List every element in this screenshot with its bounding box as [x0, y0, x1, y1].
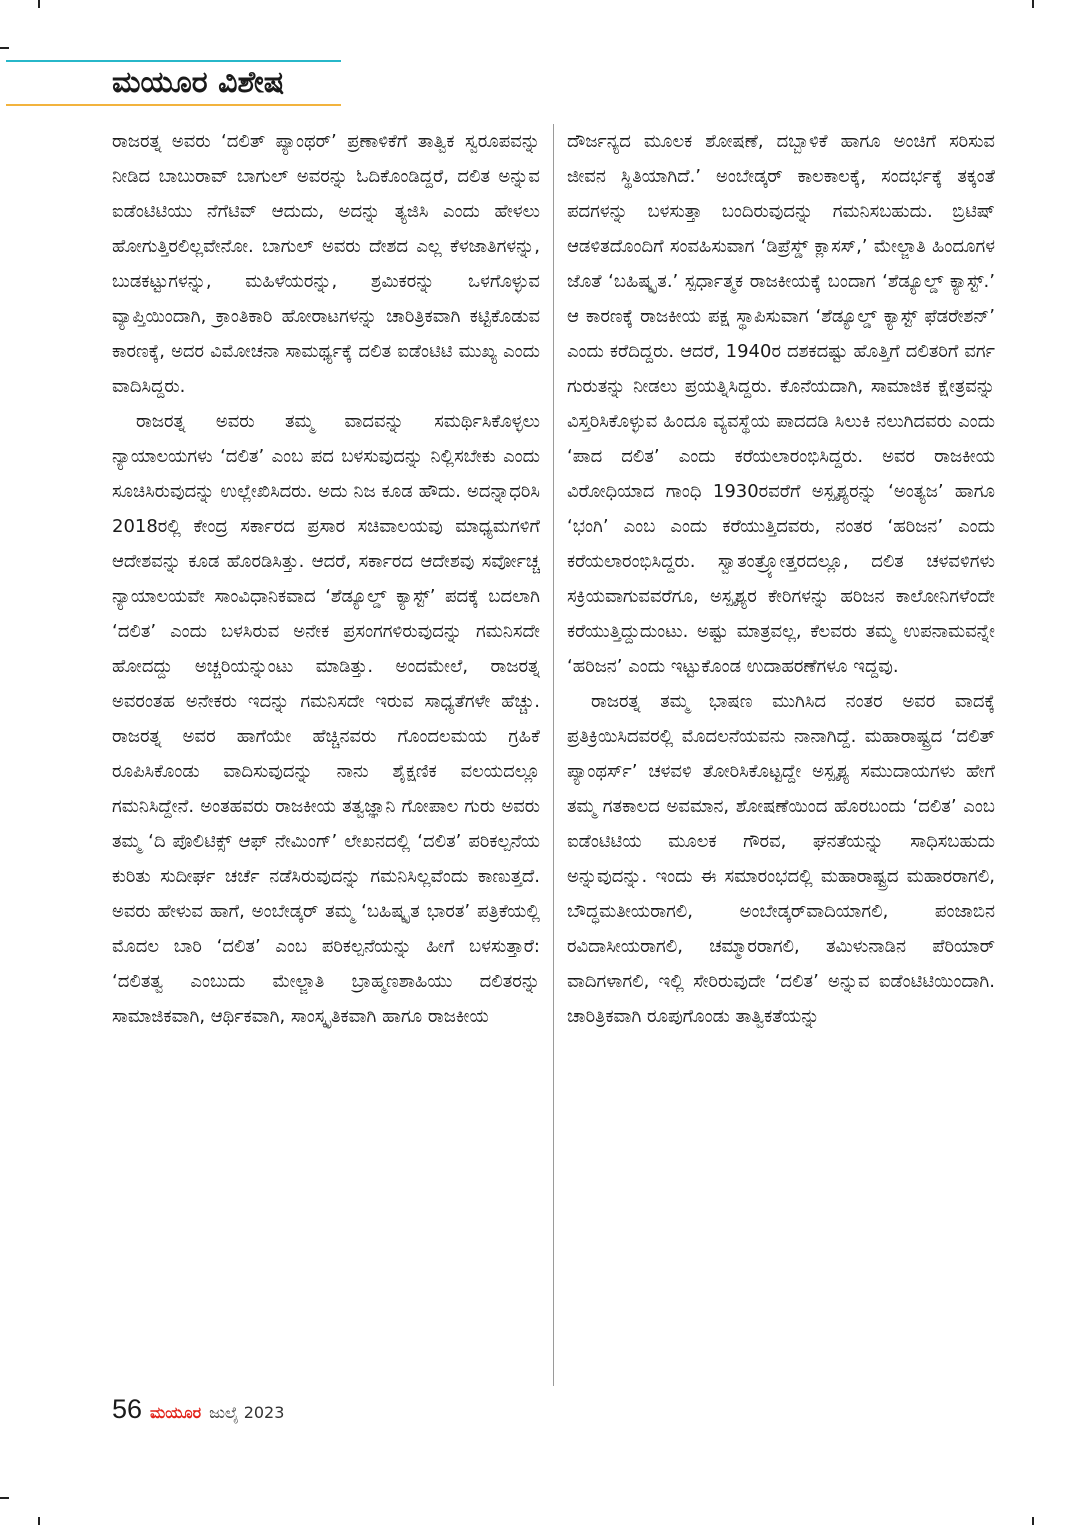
paragraph: ರಾಜರತ್ನ ಅವರು ‘ದಲಿತ್ ಪ್ಯಾಂಥರ್’ ಪ್ರಣಾಳಿಕೆಗೆ ತಾತ್ವಿಕ ಸ್ವರೂಪವನ್ನು ನೀಡಿದ ಬಾಬುರಾವ್ ಬಾಗುಲ್ ಅವರನ್ನು ಓದಿಕೊಂಡಿದ್ದರೆ, ದಲಿತ ಅನ್ನುವ ಐಡೆಂಟಿಟಿಯು ನೆಗೆಟಿವ್ ಆದುದು, ಅದನ್ನು ತ್ಯಜಿಸಿ ಎಂದು ಹೇಳಲು ಹೋಗುತ್ತಿರಲಿಲ್ಲವೇನೋ. ಬಾಗುಲ್ ಅವರು ದೇಶದ ಎಲ್ಲ ಕೆಳಜಾತಿಗಳನ್ನು, ಬುಡಕಟ್ಟುಗಳನ್ನು, ಮಹಿಳೆಯರನ್ನು, ಶ್ರಮಿಕರನ್ನು ಒಳಗೊಳ್ಳುವ ವ್ಯಾಪ್ತಿಯಿಂದಾಗಿ, ಕ್ರಾಂತಿಕಾರಿ ಹೋರಾಟಗಳನ್ನು ಚಾರಿತ್ರಿಕವಾಗಿ ಕಟ್ಟಿಕೊಡುವ ಕಾರಣಕ್ಕೆ, ಅದರ ವಿಮೋಚನಾ ಸಾಮರ್ಥ್ಯಕ್ಕೆ ದಲಿತ ಐಡೆಂಟಿಟಿ ಮುಖ್ಯ ಎಂದು ವಾದಿಸಿದ್ದರು.: [112, 131, 540, 397]
page-number: 56: [112, 1394, 143, 1424]
article-column-left: [112, 124, 540, 1386]
section-title: ಮಯೂರ ವಿಶೇಷ: [112, 65, 285, 100]
magazine-logo: ಮಯೂರ: [150, 1403, 202, 1422]
paragraph: ದೌರ್ಜನ್ಯದ ಮೂಲಕ ಶೋಷಣೆ, ದಬ್ಬಾಳಿಕೆ ಹಾಗೂ ಅಂಚಿಗೆ ಸರಿಸುವ ಜೀವನ ಸ್ಥಿತಿಯಾಗಿದೆ.’ ಅಂಬೇಡ್ಕರ್ ಕಾಲಕಾಲಕ್ಕೆ, ಸಂದರ್ಭಕ್ಕೆ ತಕ್ಕಂತೆ ಪದಗಳನ್ನು ಬಳಸುತ್ತಾ ಬಂದಿರುವುದನ್ನು ಗಮನಿಸಬಹುದು. ಬ್ರಿಟಿಷ್ ಆಡಳಿತದೊಂದಿಗೆ ಸಂವಹಿಸುವಾಗ ‘ಡಿಪ್ರೆಸ್ಡ್ ಕ್ಲಾಸಸ್,’ ಮೇಲ್ಜಾತಿ ಹಿಂದೂಗಳ ಜೊತೆ ‘ಬಹಿಷ್ಕೃತ.’ ಸ್ಪರ್ಧಾತ್ಮಕ ರಾಜಕೀಯಕ್ಕೆ ಬಂದಾಗ ‘ಶೆಡ್ಯೂಲ್ಡ್ ಕ್ಯಾಸ್ಟ್.’ ಆ ಕಾರಣಕ್ಕೆ ರಾಜಕೀಯ ಪಕ್ಷ ಸ್ಥಾಪಿಸುವಾಗ ‘ಶೆಡ್ಯೂಲ್ಡ್ ಕ್ಯಾಸ್ಟ್ ಫೆಡರೇಶನ್’ ಎಂದು ಕರೆದಿದ್ದರು. ಆದರೆ, 1940ರ ದಶಕದಷ್ಟು ಹೊತ್ತಿಗೆ ದಲಿತರಿಗೆ ವರ್ಗ ಗುರುತನ್ನು ನೀಡಲು ಪ್ರಯತ್ನಿಸಿದ್ದರು. ಕೊನೆಯದಾಗಿ, ಸಾಮಾಜಿಕ ಕ್ಷೇತ್ರವನ್ನು ವಿಸ್ತರಿಸಿಕೊಳ್ಳುವ ಹಿಂದೂ ವ್ಯವಸ್ಥೆಯ ಪಾದದಡಿ ಸಿಲುಕಿ ನಲುಗಿದವರು ಎಂದು ‘ಪಾದ ದಲಿತ’ ಎಂದು ಕರೆಯಲಾರಂಭಿಸಿದ್ದರು. ಅವರ ರಾಜಕೀಯ ವಿರೋಧಿಯಾದ ಗಾಂಧಿ 1930ರವರೆಗೆ ಅಸ್ಪೃಶ್ಯರನ್ನು ‘ಅಂತ್ಯಜ’ ಹಾಗೂ ‘ಭಂಗಿ’ ಎಂಬ ಎಂದು ಕರೆಯುತ್ತಿದವರು, ನಂತರ ‘ಹರಿಜನ’ ಎಂದು ಕರೆಯಲಾರಂಭಿಸಿದ್ದರು. ಸ್ವಾತಂತ್ರ್ಯೋತ್ತರದಲ್ಲೂ, ದಲಿತ ಚಳವಳಿಗಳು ಸಕ್ರಿಯವಾಗುವವರೆಗೂ, ಅಸ್ಪೃಶ್ಯರ ಕೇರಿಗಳನ್ನು ಹರಿಜನ ಕಾಲೋನಿಗಳೆಂದೇ ಕರೆಯುತ್ತಿದ್ದುದುಂಟು. ಅಷ್ಟು ಮಾತ್ರವಲ್ಲ, ಕೆಲವರು ತಮ್ಮ ಉಪನಾಮವನ್ನೇ ‘ಹರಿಜನ’ ಎಂದು ಇಟ್ಟುಕೊಂಡ ಉದಾಹರಣೆಗಳೂ ಇದ್ದವು.: [567, 131, 995, 677]
paragraph: ರಾಜರತ್ನ ತಮ್ಮ ಭಾಷಣ ಮುಗಿಸಿದ ನಂತರ ಅವರ ವಾದಕ್ಕೆ ಪ್ರತಿಕ್ರಿಯಿಸಿದವರಲ್ಲಿ ಮೊದಲನೆಯವನು ನಾನಾಗಿದ್ದೆ. ಮಹಾರಾಷ್ಟ್ರದ ‘ದಲಿತ್ ಪ್ಯಾಂಥರ್ಸ್’ ಚಳವಳಿ ತೋರಿಸಿಕೊಟ್ಟದ್ದೇ ಅಸ್ಪೃಶ್ಯ ಸಮುದಾಯಗಳು ಹೇಗೆ ತಮ್ಮ ಗತಕಾಲದ ಅವಮಾನ, ಶೋಷಣೆಯಿಂದ ಹೊರಬಂದು ‘ದಲಿತ’ ಎಂಬ ಐಡೆಂಟಿಟಿಯ ಮೂಲಕ ಗೌರವ, ಘನತೆಯನ್ನು ಸಾಧಿಸಬಹುದು ಅನ್ನುವುದನ್ನು. ಇಂದು ಈ ಸಮಾರಂಭದಲ್ಲಿ ಮಹಾರಾಷ್ಟ್ರದ ಮಹಾರರಾಗಲಿ, ಬೌದ್ಧಮತೀಯರಾಗಲಿ, ಅಂಬೇಡ್ಕರ್‌ವಾದಿಯಾಗಲಿ, ಪಂಜಾಬಿನ ರವಿದಾಸೀಯರಾಗಲಿ, ಚಮ್ಮಾರರಾಗಲಿ, ತಮಿಳುನಾಡಿನ ಪೆರಿಯಾರ್ ವಾದಿಗಳಾಗಲಿ, ಇಲ್ಲಿ ಸೇರಿರುವುದೇ ‘ದಲಿತ’ ಅನ್ನುವ ಐಡೆಂಟಿಟಿಯಿಂದಾಗಿ. ಚಾರಿತ್ರಿಕವಾಗಿ ರೂಪುಗೊಂಡು ತಾತ್ವಿಕತೆಯನ್ನು: [567, 691, 995, 1027]
crop-mark-left-upper: [0, 47, 9, 49]
header-rule-bottom: [6, 104, 341, 106]
column-divider: [553, 124, 554, 1386]
page-footer: [112, 1394, 284, 1434]
article-column-right: [567, 124, 995, 1386]
crop-mark-bottom-right: [1032, 1517, 1034, 1525]
issue-date: ಜುಲೈ 2023: [209, 1403, 285, 1422]
header-rule-top: [6, 60, 341, 62]
crop-mark-top-right: [1032, 0, 1034, 8]
crop-mark-top-left: [38, 0, 40, 8]
crop-mark-left-lower: [0, 1497, 9, 1499]
crop-mark-bottom-left: [38, 1517, 40, 1525]
paragraph: ರಾಜರತ್ನ ಅವರು ತಮ್ಮ ವಾದವನ್ನು ಸಮರ್ಥಿಸಿಕೊಳ್ಳಲು ನ್ಯಾಯಾಲಯಗಳು ‘ದಲಿತ’ ಎಂಬ ಪದ ಬಳಸುವುದನ್ನು ನಿಲ್ಲಿಸಬೇಕು ಎಂದು ಸೂಚಿಸಿರುವುದನ್ನು ಉಲ್ಲೇಖಿಸಿದರು. ಅದು ನಿಜ ಕೂಡ ಹೌದು. ಅದನ್ನಾಧರಿಸಿ 2018ರಲ್ಲಿ ಕೇಂದ್ರ ಸರ್ಕಾರದ ಪ್ರಸಾರ ಸಚಿವಾಲಯವು ಮಾಧ್ಯಮಗಳಿಗೆ ಆದೇಶವನ್ನು ಕೂಡ ಹೊರಡಿಸಿತ್ತು. ಆದರೆ, ಸರ್ಕಾರದ ಆದೇಶವು ಸರ್ವೋಚ್ಚ ನ್ಯಾಯಾಲಯವೇ ಸಾಂವಿಧಾನಿಕವಾದ ‘ಶೆಡ್ಯೂಲ್ಡ್ ಕ್ಯಾಸ್ಟ್’ ಪದಕ್ಕೆ ಬದಲಾಗಿ ‘ದಲಿತ’ ಎಂದು ಬಳಸಿರುವ ಅನೇಕ ಪ್ರಸಂಗಗಳಿರುವುದನ್ನು ಗಮನಿಸದೇ ಹೋದದ್ದು ಅಚ್ಚರಿಯನ್ನುಂಟು ಮಾಡಿತ್ತು. ಅಂದಮೇಲೆ, ರಾಜರತ್ನ ಅವರಂತಹ ಅನೇಕರು ಇದನ್ನು ಗಮನಿಸದೇ ಇರುವ ಸಾಧ್ಯತೆಗಳೇ ಹೆಚ್ಚು. ರಾಜರತ್ನ ಅವರ ಹಾಗೆಯೇ ಹೆಚ್ಚಿನವರು ಗೊಂದಲಮಯ ಗ್ರಹಿಕೆ ರೂಪಿಸಿಕೊಂಡು ವಾದಿಸುವುದನ್ನು ನಾನು ಶೈಕ್ಷಣಿಕ ವಲಯದಲ್ಲೂ ಗಮನಿಸಿದ್ದೇನೆ. ಅಂತಹವರು ರಾಜಕೀಯ ತತ್ವಜ್ಞಾನಿ ಗೋಪಾಲ ಗುರು ಅವರು ತಮ್ಮ ‘ದಿ ಪೊಲಿಟಿಕ್ಸ್ ಆಫ್ ನೇಮಿಂಗ್’ ಲೇಖನದಲ್ಲಿ ‘ದಲಿತ’ ಪರಿಕಲ್ಪನೆಯ ಕುರಿತು ಸುದೀರ್ಘ ಚರ್ಚೆ ನಡೆಸಿರುವುದನ್ನು ಗಮನಿಸಿಲ್ಲವೆಂದು ಕಾಣುತ್ತದೆ. ಅವರು ಹೇಳುವ ಹಾಗೆ, ಅಂಬೇಡ್ಕರ್ ತಮ್ಮ ‘ಬಹಿಷ್ಕೃತ ಭಾರತ’ ಪತ್ರಿಕೆಯಲ್ಲಿ ಮೊದಲ ಬಾರಿ ‘ದಲಿತ’ ಎಂಬ ಪರಿಕಲ್ಪನೆಯನ್ನು ಹೀಗೆ ಬಳಸುತ್ತಾರೆ: ‘ದಲಿತತ್ವ ಎಂಬುದು ಮೇಲ್ಜಾತಿ ಬ್ರಾಹ್ಮಣಶಾಹಿಯು ದಲಿತರನ್ನು ಸಾಮಾಜಿಕವಾಗಿ, ಆರ್ಥಿಕವಾಗಿ, ಸಾಂಸ್ಕೃತಿಕವಾಗಿ ಹಾಗೂ ರಾಜಕೀಯ: [112, 411, 540, 1027]
